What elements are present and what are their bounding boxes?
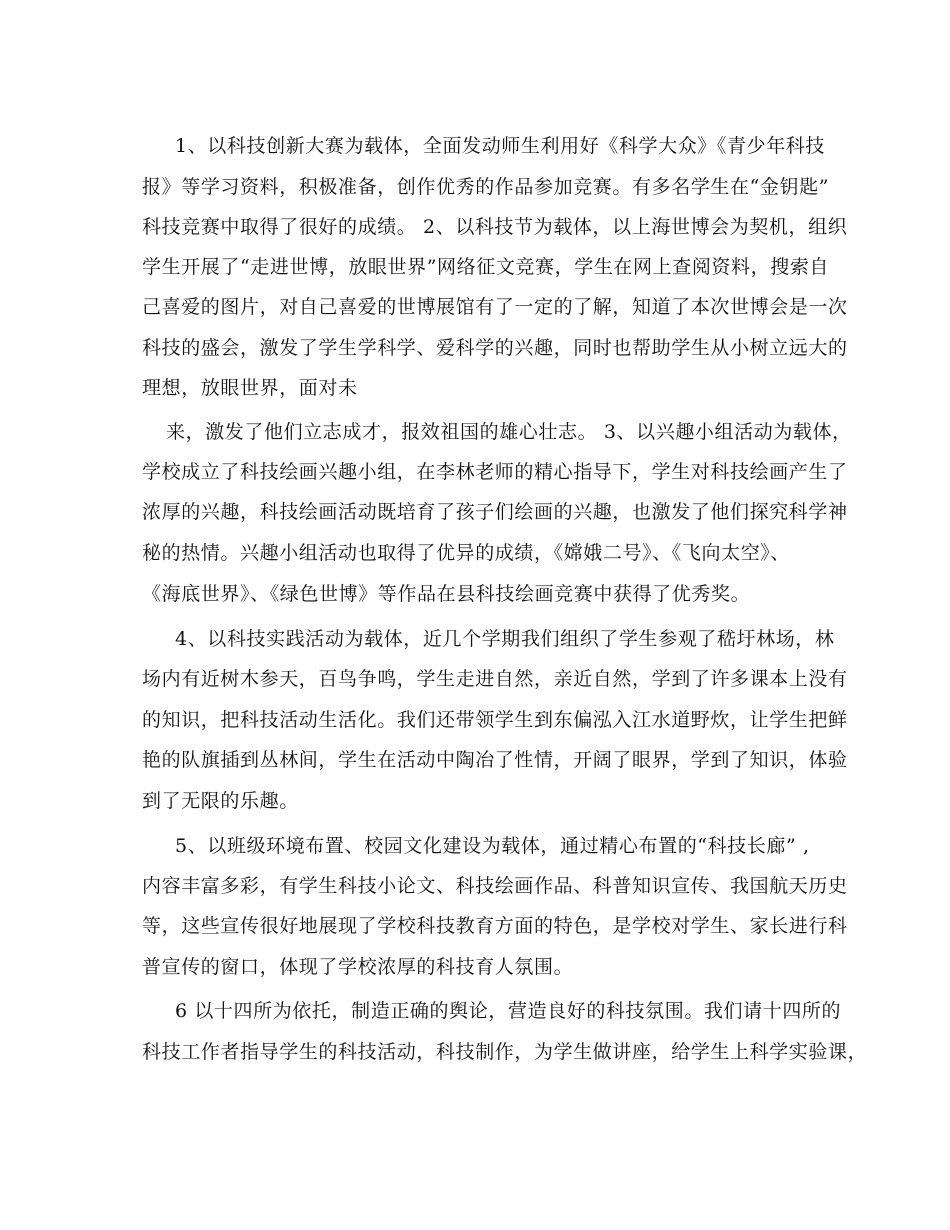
text-line: 学校成立了科技绘画兴趣小组，在李林老师的精心指导下，学生对科技绘画产生了: [142, 461, 848, 483]
text-line: 的知识，把科技活动生活化。我们还带领学生到东偏泓入江水道野炊，让学生把鲜: [142, 709, 848, 731]
text-line: 5、以班级环境布置、校园文化建设为载体，通过精心布置的“科技长廊” ,: [175, 835, 810, 857]
text-line: 普宣传的窗口，体现了学校浓厚的科技育人氛围。: [142, 956, 574, 978]
text-line: 学生开展了“走进世博，放眼世界”网络征文竞赛，学生在网上查阅资料，搜索自: [142, 256, 830, 278]
text-line: 己喜爱的图片，对自己喜爱的世博展馆有了一定的了解，知道了本次世博会是一次: [142, 296, 848, 318]
text-line: 6 以十四所为依托，制造正确的舆论，营造良好的科技氛围。我们请十四所的: [175, 1000, 842, 1022]
text-line: 科技竞赛中取得了很好的成绩。 2、以科技节为载体，以上海世博会为契机，组织: [142, 216, 848, 238]
text-line: 等，这些宣传很好地展现了学校科技教育方面的特色，是学校对学生、家长进行科: [142, 915, 848, 937]
text-line: 到了无限的乐趣。: [142, 790, 299, 812]
text-line: 1、以科技创新大赛为载体，全面发动师生利用好《科学大众》《青少年科技: [175, 135, 825, 157]
text-line: 科技的盛会，激发了学生学科学、爱科学的兴趣，同时也帮助学生从小树立远大的: [142, 337, 848, 359]
text-line: 理想，放眼世界，面对未: [142, 377, 358, 399]
text-line: 《海底世界》、《绿色世博》等作品在县科技绘画竞赛中获得了优秀奖。: [142, 583, 751, 605]
text-line: 报》等学习资料，积极准备，创作优秀的作品参加竞赛。有多名学生在“金钥匙”: [142, 176, 830, 198]
text-line: 来，激发了他们立志成才，报效祖国的雄心壮志。 3、以兴趣小组活动为载体，: [166, 421, 852, 443]
text-line: 场内有近树木参天，百鸟争鸣，学生走进自然，亲近自然，学到了许多课本上没有: [142, 668, 848, 690]
text-line: 浓厚的兴趣，科技绘画活动既培育了孩子们绘画的兴趣，也激发了他们探究科学神: [142, 501, 848, 523]
text-line: 内容丰富多彩，有学生科技小论文、科技绘画作品、科普知识宣传、我国航天历史: [142, 875, 848, 897]
text-line: 秘的热情。兴趣小组活动也取得了优异的成绩，《嫦娥二号》、《飞向太空》、: [142, 542, 791, 564]
text-line: 4、以科技实践活动为载体，近几个学期我们组织了学生参观了嵇圩林场，林: [175, 628, 835, 650]
text-line: 科技工作者指导学生的科技活动，科技制作，为学生做讲座，给学生上科学实验课，: [142, 1041, 868, 1063]
text-line: 艳的队旗插到丛林间，学生在活动中陶冶了性情，开阔了眼界，学到了知识，体验: [142, 749, 848, 771]
